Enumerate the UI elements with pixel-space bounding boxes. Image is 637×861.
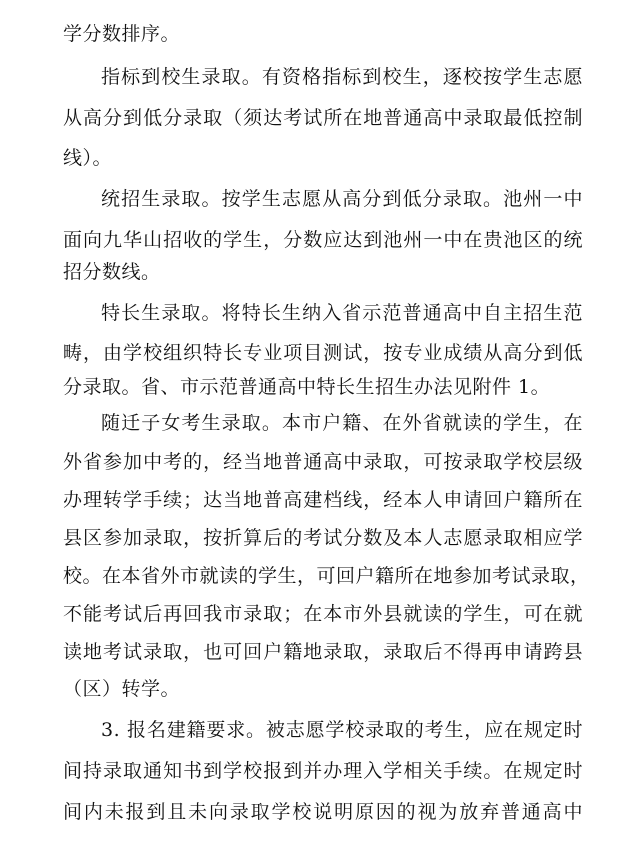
text-line: 统招生录取。按学生志愿从高分到低分录取。池州一中 [101,188,583,210]
text-line: 分录取。省、市示范普通高中特长生招生办法见附件 1。 [63,376,551,398]
text-line: 外省参加中考的，经当地普通高中录取，可按录取学校层级 [63,451,583,473]
text-line: 招分数线。 [63,261,161,283]
text-line: 间持录取通知书到学校报到并办理入学相关手续。在规定时 [63,760,583,782]
text-line: 3. 报名建籍要求。被志愿学校录取的考生，应在规定时 [101,719,583,741]
text-line: 县区参加录取，按折算后的考试分数及本人志愿录取相应学 [63,527,583,549]
text-line: 学分数排序。 [63,23,181,45]
text-line: 办理转学手续；达当地普高建档线，经本人申请回户籍所在 [63,489,583,511]
text-line: 从高分到低分录取（须达考试所在地普通高中录取最低控制 [63,107,583,129]
text-line: 间内未报到且未向录取学校说明原因的视为放弃普通高中 [63,801,583,823]
text-line: （区）转学。 [63,678,181,700]
text-line: 指标到校生录取。有资格指标到校生，逐校按学生志愿 [101,66,583,88]
text-line: 线）。 [63,147,113,169]
text-line: 读地考试录取，也可回户籍地录取，录取后不得再申请跨县 [63,641,583,663]
text-line: 畴，由学校组织特长专业项目测试，按专业成绩从高分到低 [63,342,583,364]
text-line: 随迁子女考生录取。本市户籍、在外省就读的学生，在 [101,412,583,434]
text-line: 校。在本省外市就读的学生，可回户籍所在地参加考试录取， [63,565,590,587]
text-line: 特长生录取。将特长生纳入省示范普通高中自主招生范 [101,302,583,324]
text-line: 不能考试后再回我市录取；在本市外县就读的学生，可在就 [63,603,583,625]
text-line: 面向九华山招收的学生，分数应达到池州一中在贵池区的统 [63,229,583,251]
